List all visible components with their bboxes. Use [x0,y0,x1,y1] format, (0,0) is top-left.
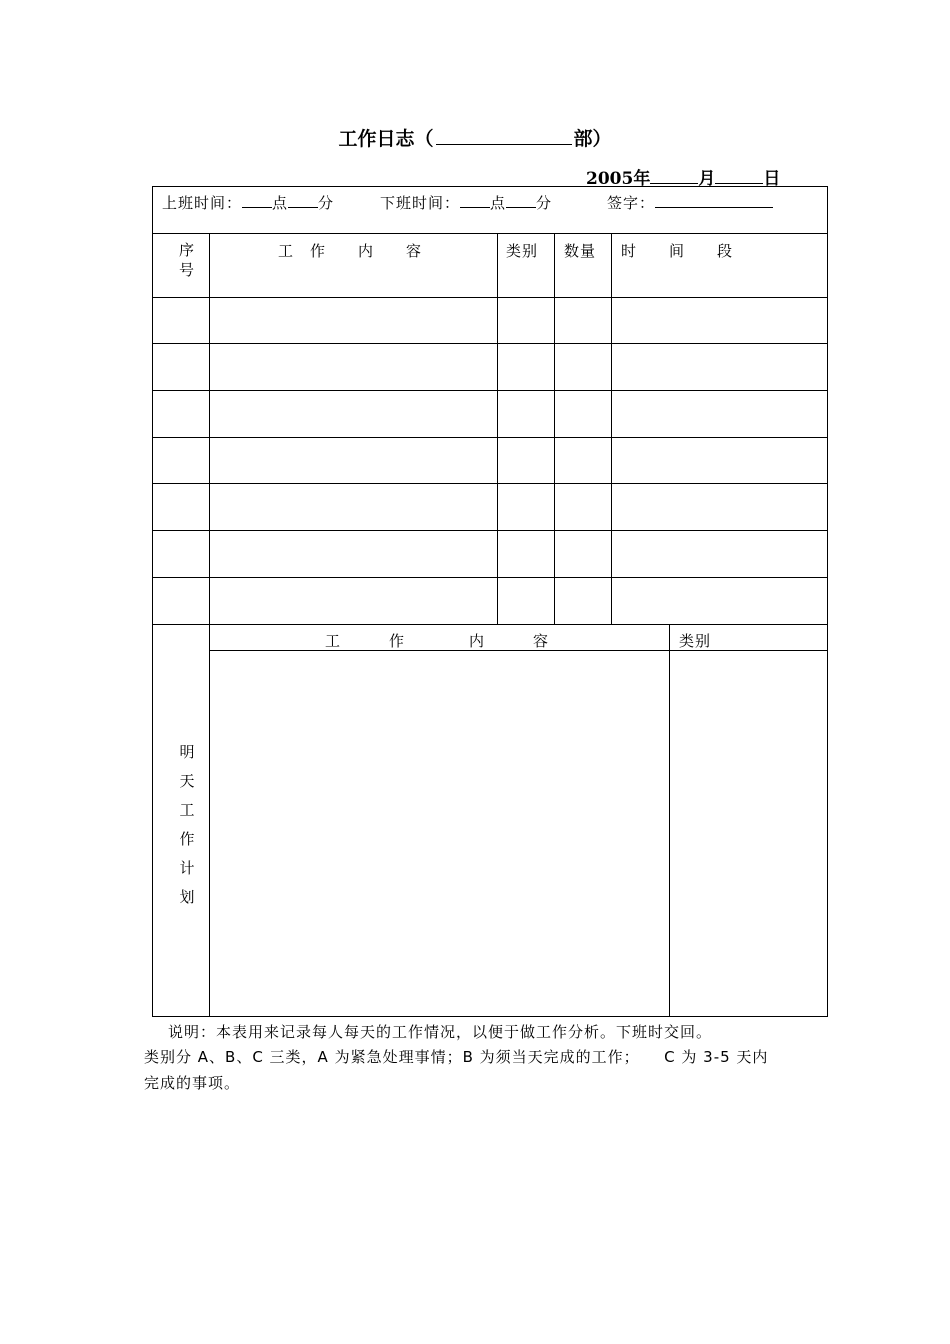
on-minute-blank[interactable] [288,194,318,208]
plan-side-char: 天 [179,772,195,790]
off-minute-char: 分 [536,194,553,212]
signature-group [607,192,773,213]
log-table [152,186,828,1017]
page-title [0,124,950,151]
row-divider [152,297,828,298]
row-divider [152,530,828,531]
month-blank[interactable] [650,167,698,184]
header-time: 时 间 段 [621,242,734,260]
header-seq: 序号 [178,241,195,279]
on-hour-blank[interactable] [242,194,272,208]
row-divider [152,483,828,484]
col-divider [554,233,555,624]
col-divider [209,233,210,1017]
off-hour-blank[interactable] [460,194,490,208]
note-line-1: 说明：本表用来记录每人每天的工作情况，以便于做工作分析。下班时交回。 [168,1023,713,1041]
title-prefix: 工作日志（ [338,128,434,150]
off-point-char: 点 [490,194,507,212]
row-divider [152,577,828,578]
header-quantity: 数量 [564,242,597,260]
plan-side-char: 划 [179,888,195,906]
plan-col-divider [669,624,670,1017]
plan-category-header: 类别 [679,632,712,650]
on-minute-char: 分 [318,194,335,212]
row-divider [152,233,828,234]
plan-side-char: 作 [179,830,195,848]
row-divider [152,343,828,344]
department-blank[interactable] [436,126,572,145]
plan-side-char: 工 [179,801,195,819]
on-duty-label: 上班时间： [162,194,243,212]
plan-content-header: 工 作 内 容 [325,632,550,650]
on-point-char: 点 [272,194,289,212]
signature-blank[interactable] [655,194,773,208]
col-divider [497,233,498,624]
shift-row [162,192,334,213]
date-year: 2005 [586,169,634,189]
signature-label: 签字： [607,194,656,212]
note-line-2: 类别分 A、B、C 三类，A 为紧急处理事情；B 为须当天完成的工作； C 为 3-5 天内 [144,1048,769,1066]
note-line-3: 完成的事项。 [144,1074,241,1092]
off-duty-group [380,192,552,213]
off-minute-blank[interactable] [506,194,536,208]
col-divider [611,233,612,624]
row-divider [152,390,828,391]
row-divider [152,437,828,438]
date-day-char: 日 [763,169,781,189]
off-duty-label: 下班时间： [380,194,461,212]
header-category: 类别 [506,242,539,260]
header-content: 工 作 内 容 [278,242,423,260]
row-divider [152,624,828,625]
date-year-char: 年 [633,169,651,189]
plan-side-char: 计 [179,859,195,877]
date-month-char: 月 [698,169,716,189]
plan-side-char: 明 [179,743,195,761]
title-suffix: 部） [573,128,612,150]
day-blank[interactable] [715,167,763,184]
